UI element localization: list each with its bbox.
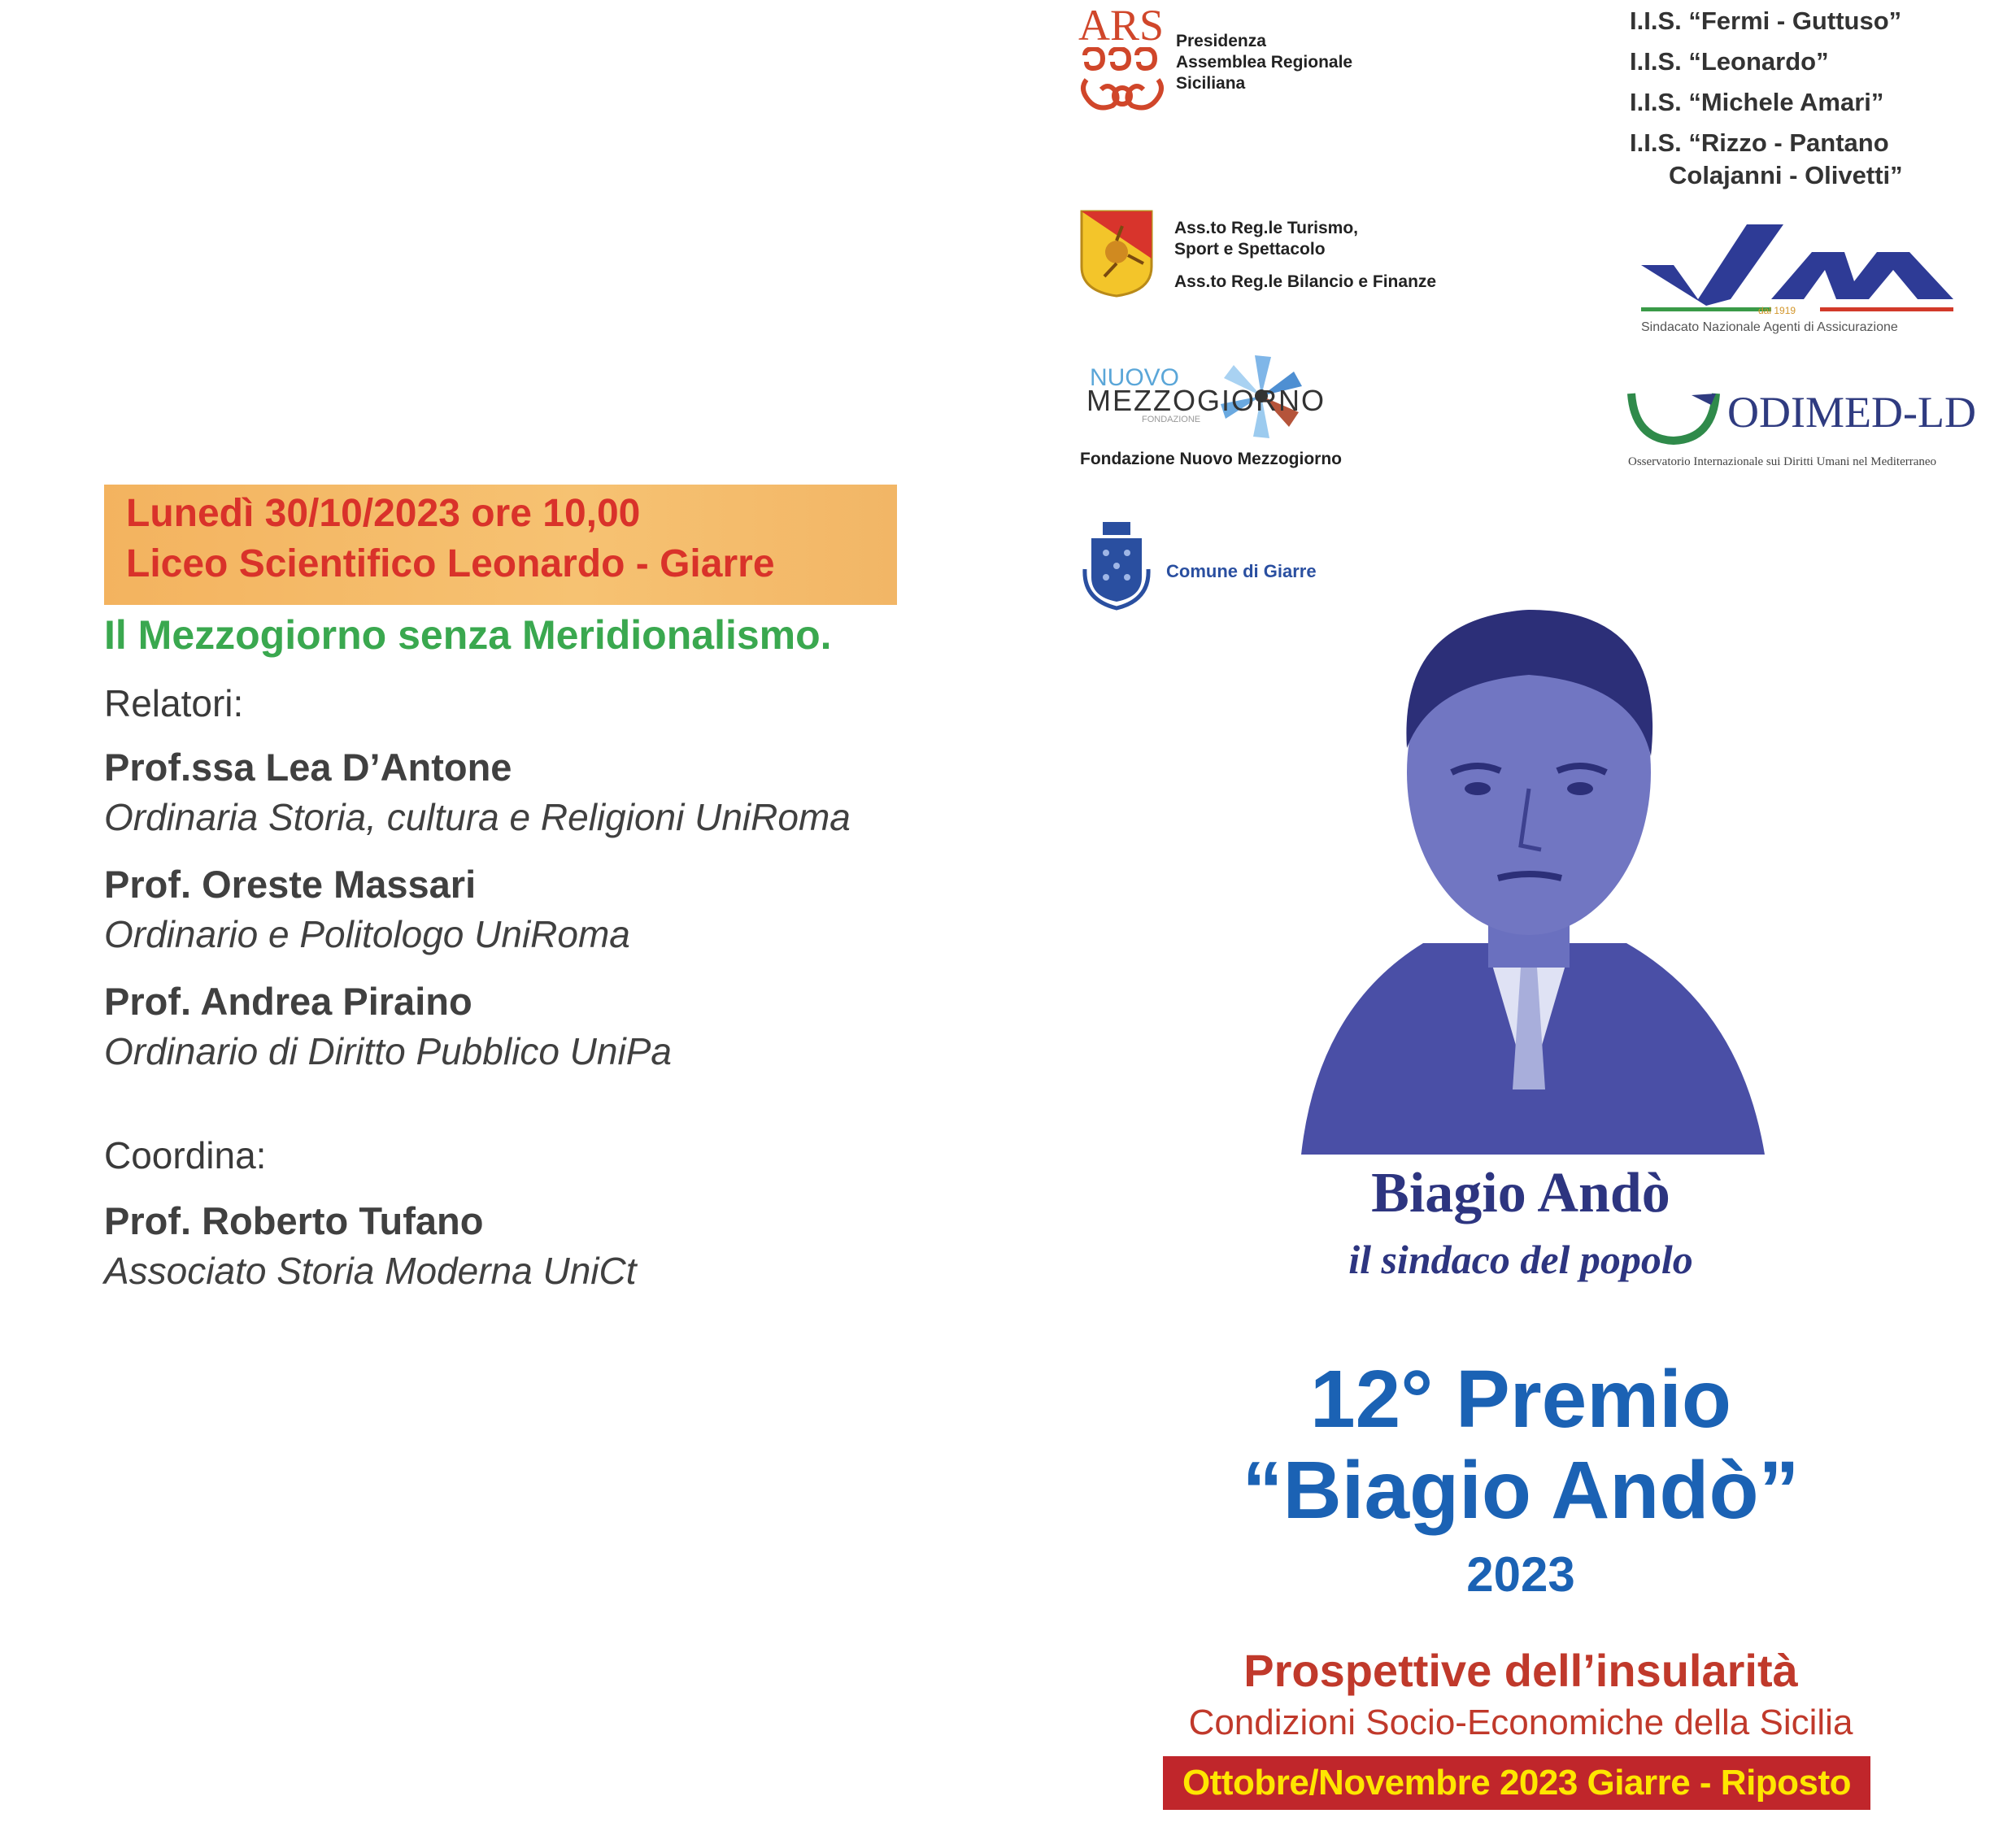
award-title-line1: 12° Premio [1309,1354,1732,1445]
comune-giarre-crest-icon [1080,520,1153,611]
portrait-image [1285,585,1773,1163]
mezzogiorno-word-nuovo: NUOVO [1090,364,1180,391]
speaker-role: Ordinario e Politologo UniRoma [104,913,630,955]
sna-logo-icon [1641,224,1953,322]
award-title-line2: “Biagio Andò” [1242,1445,1800,1536]
footer-text: Ottobre/Novembre 2023 Giarre - Riposto [1182,1763,1852,1803]
odimed-mark: ODIMED-LD [1727,388,1976,437]
mezzogiorno-word-fondazione: FONDAZIONE [1142,415,1201,424]
honoree-name: Biagio Andò [1371,1162,1670,1224]
regione-caption-2: Sport e Spettacolo [1174,240,1326,259]
ars-caption-3: Siciliana [1176,74,1246,93]
coordina-label: Coordina: [104,1134,267,1176]
speaker-role: Ordinaria Storia, cultura e Religioni UniRoma [104,796,851,838]
school-item: I.I.S. “Michele Amari” [1630,88,1884,116]
nuovo-mezzogiorno-logo [1086,358,1363,447]
theme-subtitle: Condizioni Socio-Economiche della Sicilia [1188,1703,1853,1742]
sna-since: dal 1919 [1758,305,1796,316]
speaker-name: Prof. Andrea Piraino [104,980,472,1023]
ars-mark: ARS [1078,1,1165,50]
mezzogiorno-caption: Fondazione Nuovo Mezzogiorno [1080,450,1342,468]
comune-giarre-caption: Comune di Giarre [1166,561,1317,581]
speaker-name: Prof.ssa Lea D’Antone [104,746,512,789]
ars-caption-2: Assemblea Regionale [1176,53,1353,72]
award-year: 2023 [1466,1547,1575,1602]
theme-title: Prospettive dell’insularità [1243,1645,1798,1696]
footer-banner [1163,1756,1870,1810]
coordinator-role: Associato Storia Moderna UniCt [104,1250,637,1292]
headline: Il Mezzogiorno senza Meridionalismo. [104,612,832,658]
odimed-arc-icon [1626,389,1721,446]
relatori-label: Relatori: [104,682,244,724]
ars-logo [1078,3,1168,125]
event-date-time: Lunedì 30/10/2023 ore 10,00 [126,492,641,535]
odimed-caption: Osservatorio Internazionale sui Diritti Umani nel Mediterraneo [1628,455,1937,468]
regione-caption-1: Ass.to Reg.le Turismo, [1174,219,1358,237]
sna-caption: Sindacato Nazionale Agenti di Assicurazione [1641,320,1898,334]
mezzogiorno-word-main: MEZZOGIORNO [1086,384,1326,417]
school-item: I.I.S. “Rizzo - Pantano [1630,128,1889,157]
school-item: I.I.S. “Leonardo” [1630,47,1829,76]
regione-caption-3: Ass.to Reg.le Bilancio e Finanze [1174,272,1437,291]
coordinator-name: Prof. Roberto Tufano [104,1199,484,1242]
honoree-subtitle: il sindaco del popolo [1348,1237,1693,1282]
school-item: I.I.S. “Fermi - Guttuso” [1630,7,1902,35]
ars-caption-1: Presidenza [1176,32,1266,50]
regione-sicilia-shield-icon [1080,210,1153,298]
speaker-name: Prof. Oreste Massari [104,863,477,906]
speaker-role: Ordinario di Diritto Pubblico UniPa [104,1030,672,1072]
event-venue: Liceo Scientifico Leonardo - Giarre [126,542,775,585]
school-item: Colajanni - Olivetti” [1669,161,1903,189]
ars-spiral-icon [1078,47,1168,120]
